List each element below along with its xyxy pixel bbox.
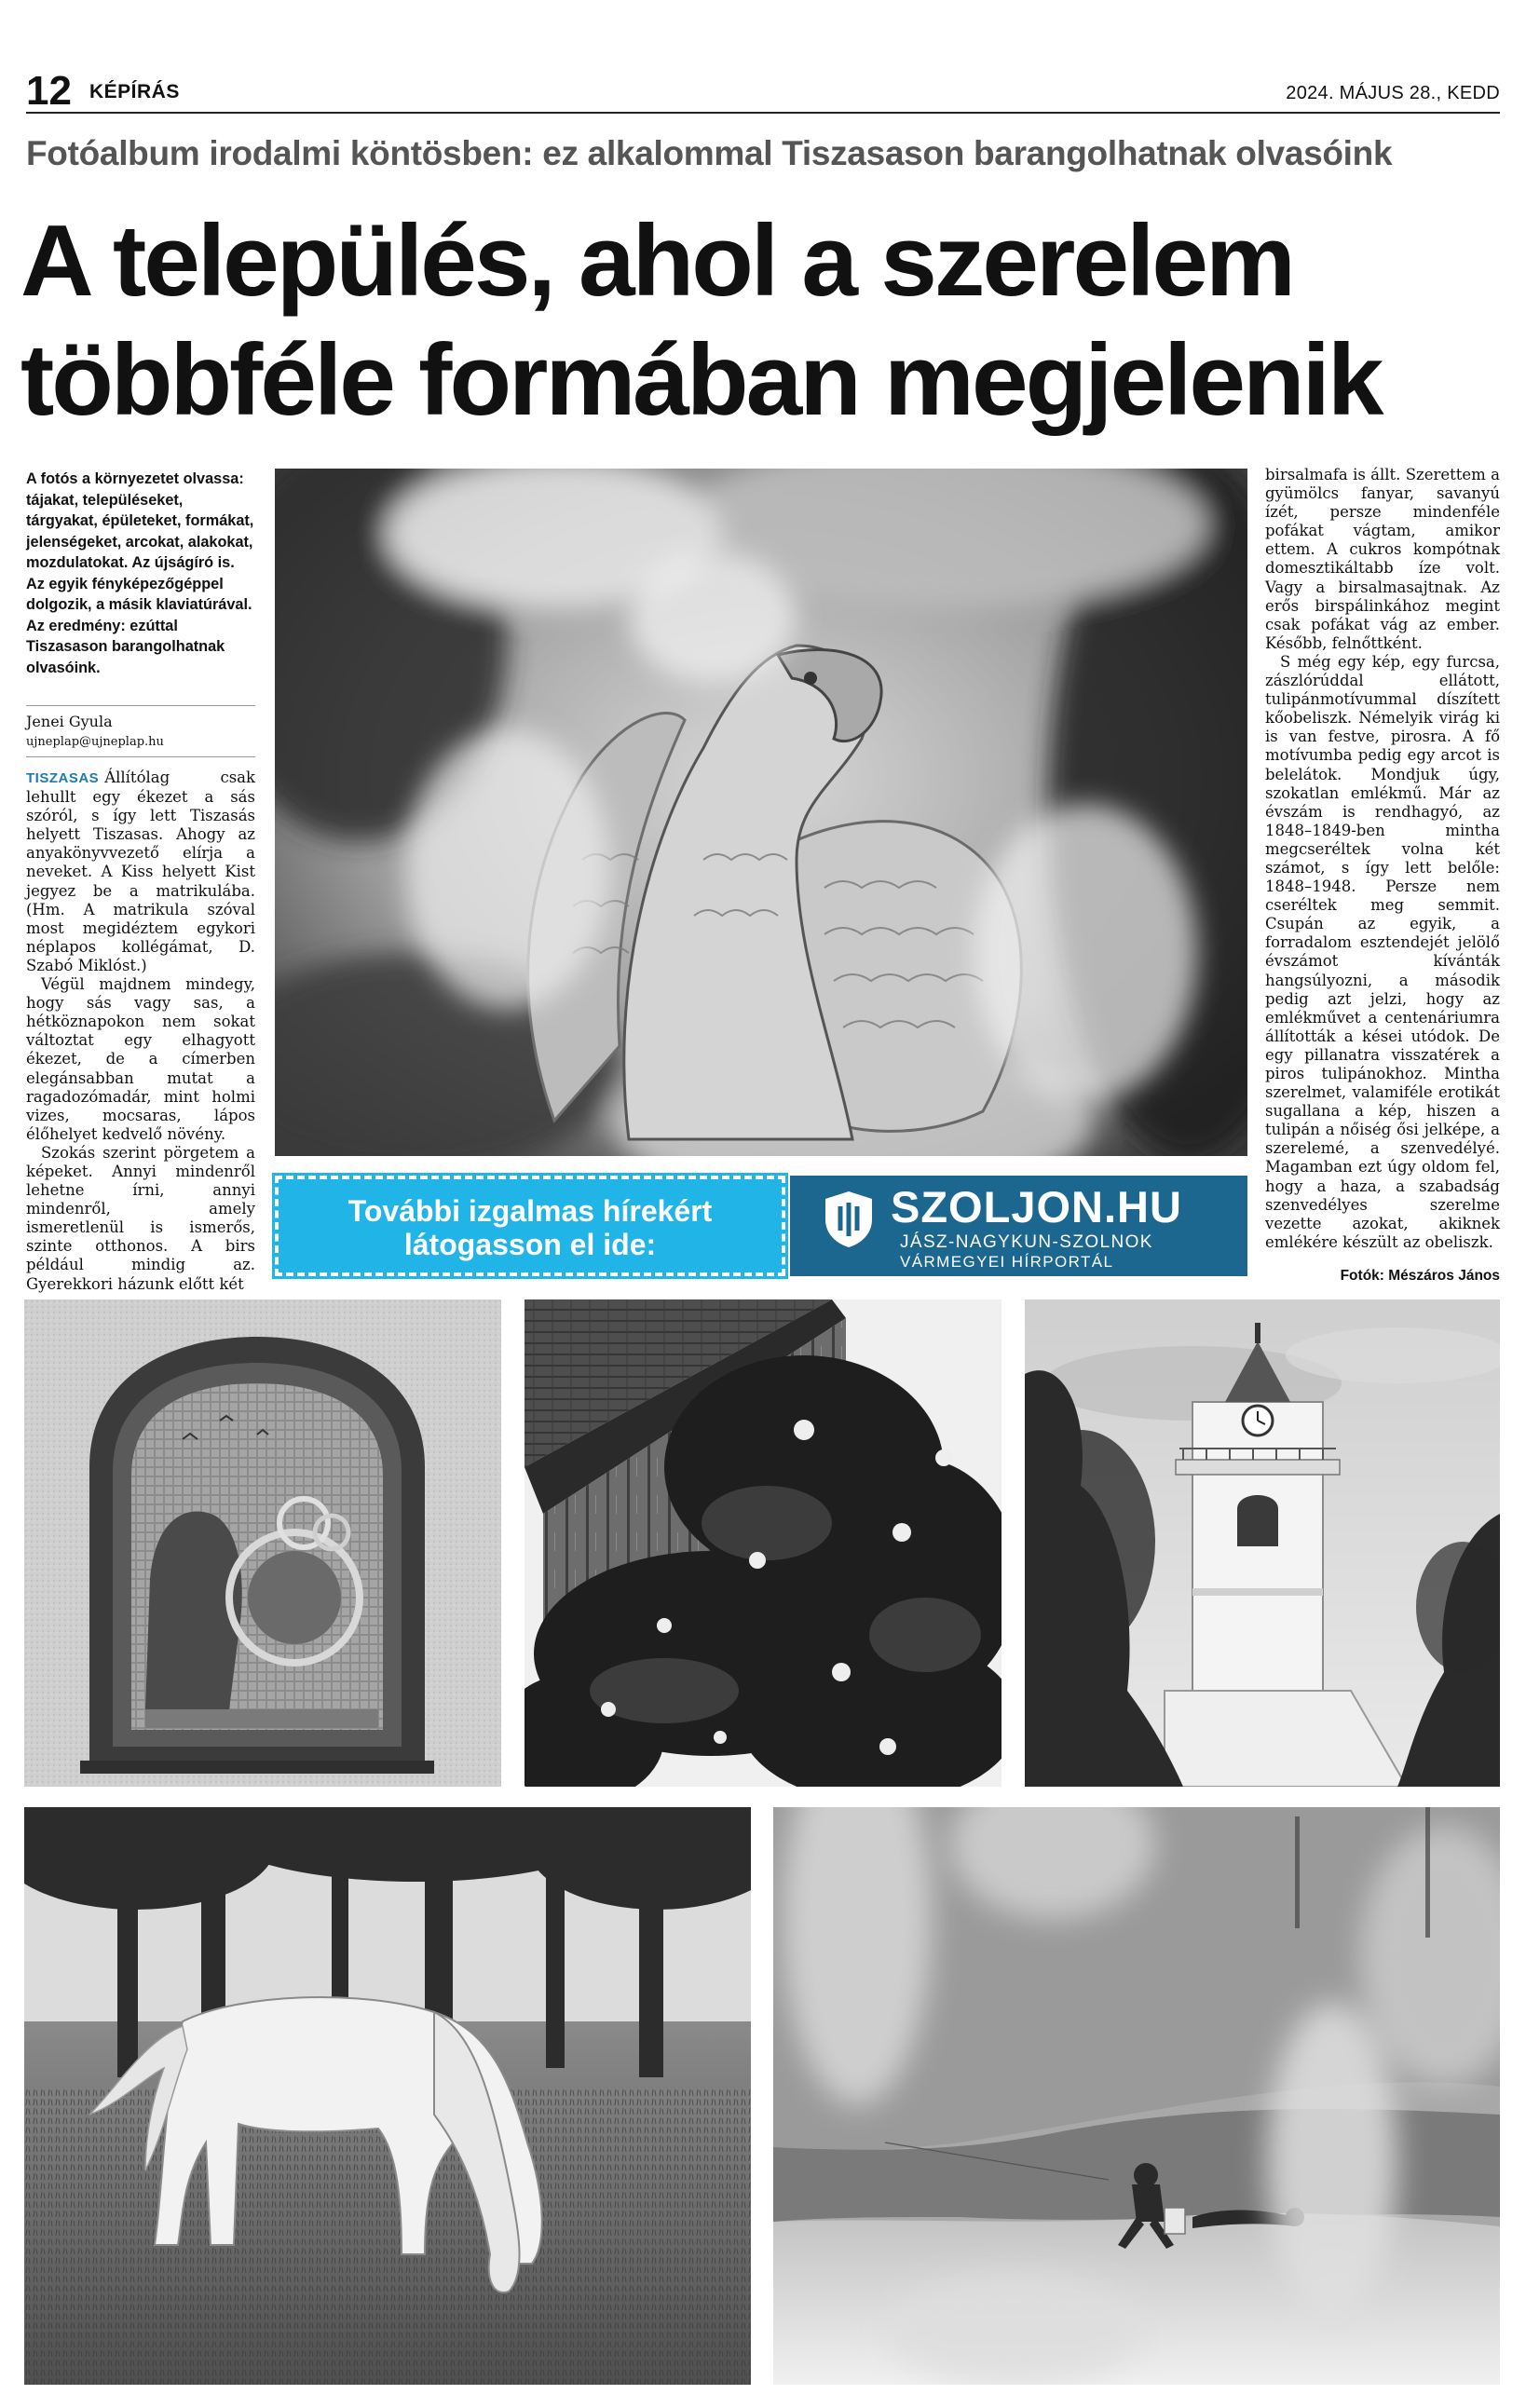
article-kicker: Fotóalbum irodalmi köntösben: ez alkalommal Tiszasason barangolhatnak olvasóink xyxy=(26,134,1393,172)
promo-region: JÁSZ-NAGYKUN-SZOLNOK xyxy=(900,1232,1153,1252)
issue-date: 2024. MÁJUS 28., KEDD xyxy=(1286,83,1500,103)
author-divider xyxy=(26,756,255,757)
body-paragraph: birsalmafa is állt. Szerettem a gyümölcs fanyar, savanyú ízét, persze mindenféle pofákat vágtam, amikor ettem. A cukros kompótnak domesztikáltabb íze volt. Vagy a birsalmasajtnak. Az erős birspálinkához megint csak pofákat vág az ember. Később, felnőttként. xyxy=(1265,466,1500,652)
photo-credit: Fotók: Mészáros János xyxy=(1340,1268,1500,1284)
article-headline xyxy=(20,201,1511,440)
shield-logo-icon xyxy=(824,1190,874,1249)
page-header xyxy=(26,68,1500,114)
body-paragraph: Végül majdnem mindegy, hogy sás vagy sas, a hétköznapokon nem sokat változtat egy elhagyott ékezet, de a címerben elegánsabban mutat a ragadozómadár, mint holmi vizes, mocsaras, lápos élőhelyet kedvelő növény. xyxy=(26,975,255,1143)
body-paragraph xyxy=(26,769,255,975)
quince-tree-house-photo xyxy=(525,1299,1001,1787)
author-divider xyxy=(26,705,255,706)
headline-line-1: A település, ahol a szerelem xyxy=(20,204,1293,318)
article-body-left-column xyxy=(26,769,255,1294)
body-paragraph: Szokás szerint pörgetem a képeket. Annyi mindenről lehetne írni, annyi mindenről, amely ismeretlenül is ismerős, szinte otthonos. A birs például mindig az. Gyerekkori házunk előtt két xyxy=(26,1143,255,1293)
author-email: ujneplap@ujneplap.hu xyxy=(26,735,164,749)
szoljon-promo-banner[interactable] xyxy=(275,1176,1247,1276)
promo-site-name: SZOLJON.HU xyxy=(891,1182,1182,1231)
mosaic-window-photo xyxy=(24,1299,501,1787)
placename: TISZASAS xyxy=(26,770,100,786)
promo-text-box[interactable] xyxy=(275,1176,785,1276)
promo-line-1: További izgalmas hírekért xyxy=(347,1194,713,1228)
promo-line-2: látogasson el ide: xyxy=(403,1228,657,1261)
article-lead: A fotós a környezetet olvassa: tájakat, településeket, tárgyakat, épületeket, formákat, jelenségeket, arcokat, alakokat, mozdulatokat. Az újságíró is. Az egyik fényképezőgéppel dolgozik, a másik klaviatúrával. Az eredmény: ezúttal Tiszasason barangolhatnak olvasóink. xyxy=(26,470,254,676)
promo-logo-box[interactable] xyxy=(790,1176,1247,1276)
promo-text xyxy=(279,1194,782,1261)
article-body-right-column xyxy=(1265,466,1500,1252)
eagle-statue-photo xyxy=(275,469,1247,1156)
section-name: KÉPÍRÁS xyxy=(89,81,180,102)
author-name: Jenei Gyula xyxy=(26,713,113,730)
body-paragraph-text: Állítólag csak lehullt egy ékezet a sás szóról, s így lett Tiszasás helyett Tiszasas. Ahogy az anyakönyvvezető elírja a neveket. A Kiss helyett Kist jegyez be a matrikulába. (Hm. A matrikula szóval most megidéztem egykori néplapos kollégámat, D. Szabó Miklóst.) xyxy=(26,769,255,974)
white-horse-photo xyxy=(24,1807,751,2385)
promo-portal-label: VÁRMEGYEI HÍRPORTÁL xyxy=(900,1253,1114,1271)
page-number: 12 xyxy=(26,68,72,114)
church-tower-photo xyxy=(1025,1299,1500,1787)
headline-line-2: többféle formában megjelenik xyxy=(20,323,1382,437)
riverside-fishing-photo xyxy=(773,1807,1500,2385)
body-paragraph: S még egy kép, egy furcsa, zászlórúddal ellátott, tulipánmotívummal díszített kőobeliszk. Némelyik virág ki is van festve, pirosra. A fő motívumba pedig egy arcot is belelátok. Mondjuk úgy, szokatlan emlékmű. Már az évszám is rendhagyó, az 1848–1849-ben mintha megcseréltek volna két számot, s így lett belőle: 1848–1948. Persze nem cseréltek meg semmit. Csupán az egyik, a forradalom esztendejét jelölő évszámot kívánták hangsúlyozni, a második pedig azt jelzi, hogy az emlékművet a centenáriumra állították a kései utódok. De egy pillanatra visszatérek a piros tulipánokhoz. Mintha szerelmet, valamiféle erotikát sugallana a kép, hiszen a tulipán a nőiség ősi jelképe, a szerelemé, a szenvedélyé. Magamban ezt úgy oldom fel, hogy a haza, a szabadság szenvedélyes szerelme vezette azokat, akiknek emlékére készült az obeliszk. xyxy=(1265,652,1500,1251)
